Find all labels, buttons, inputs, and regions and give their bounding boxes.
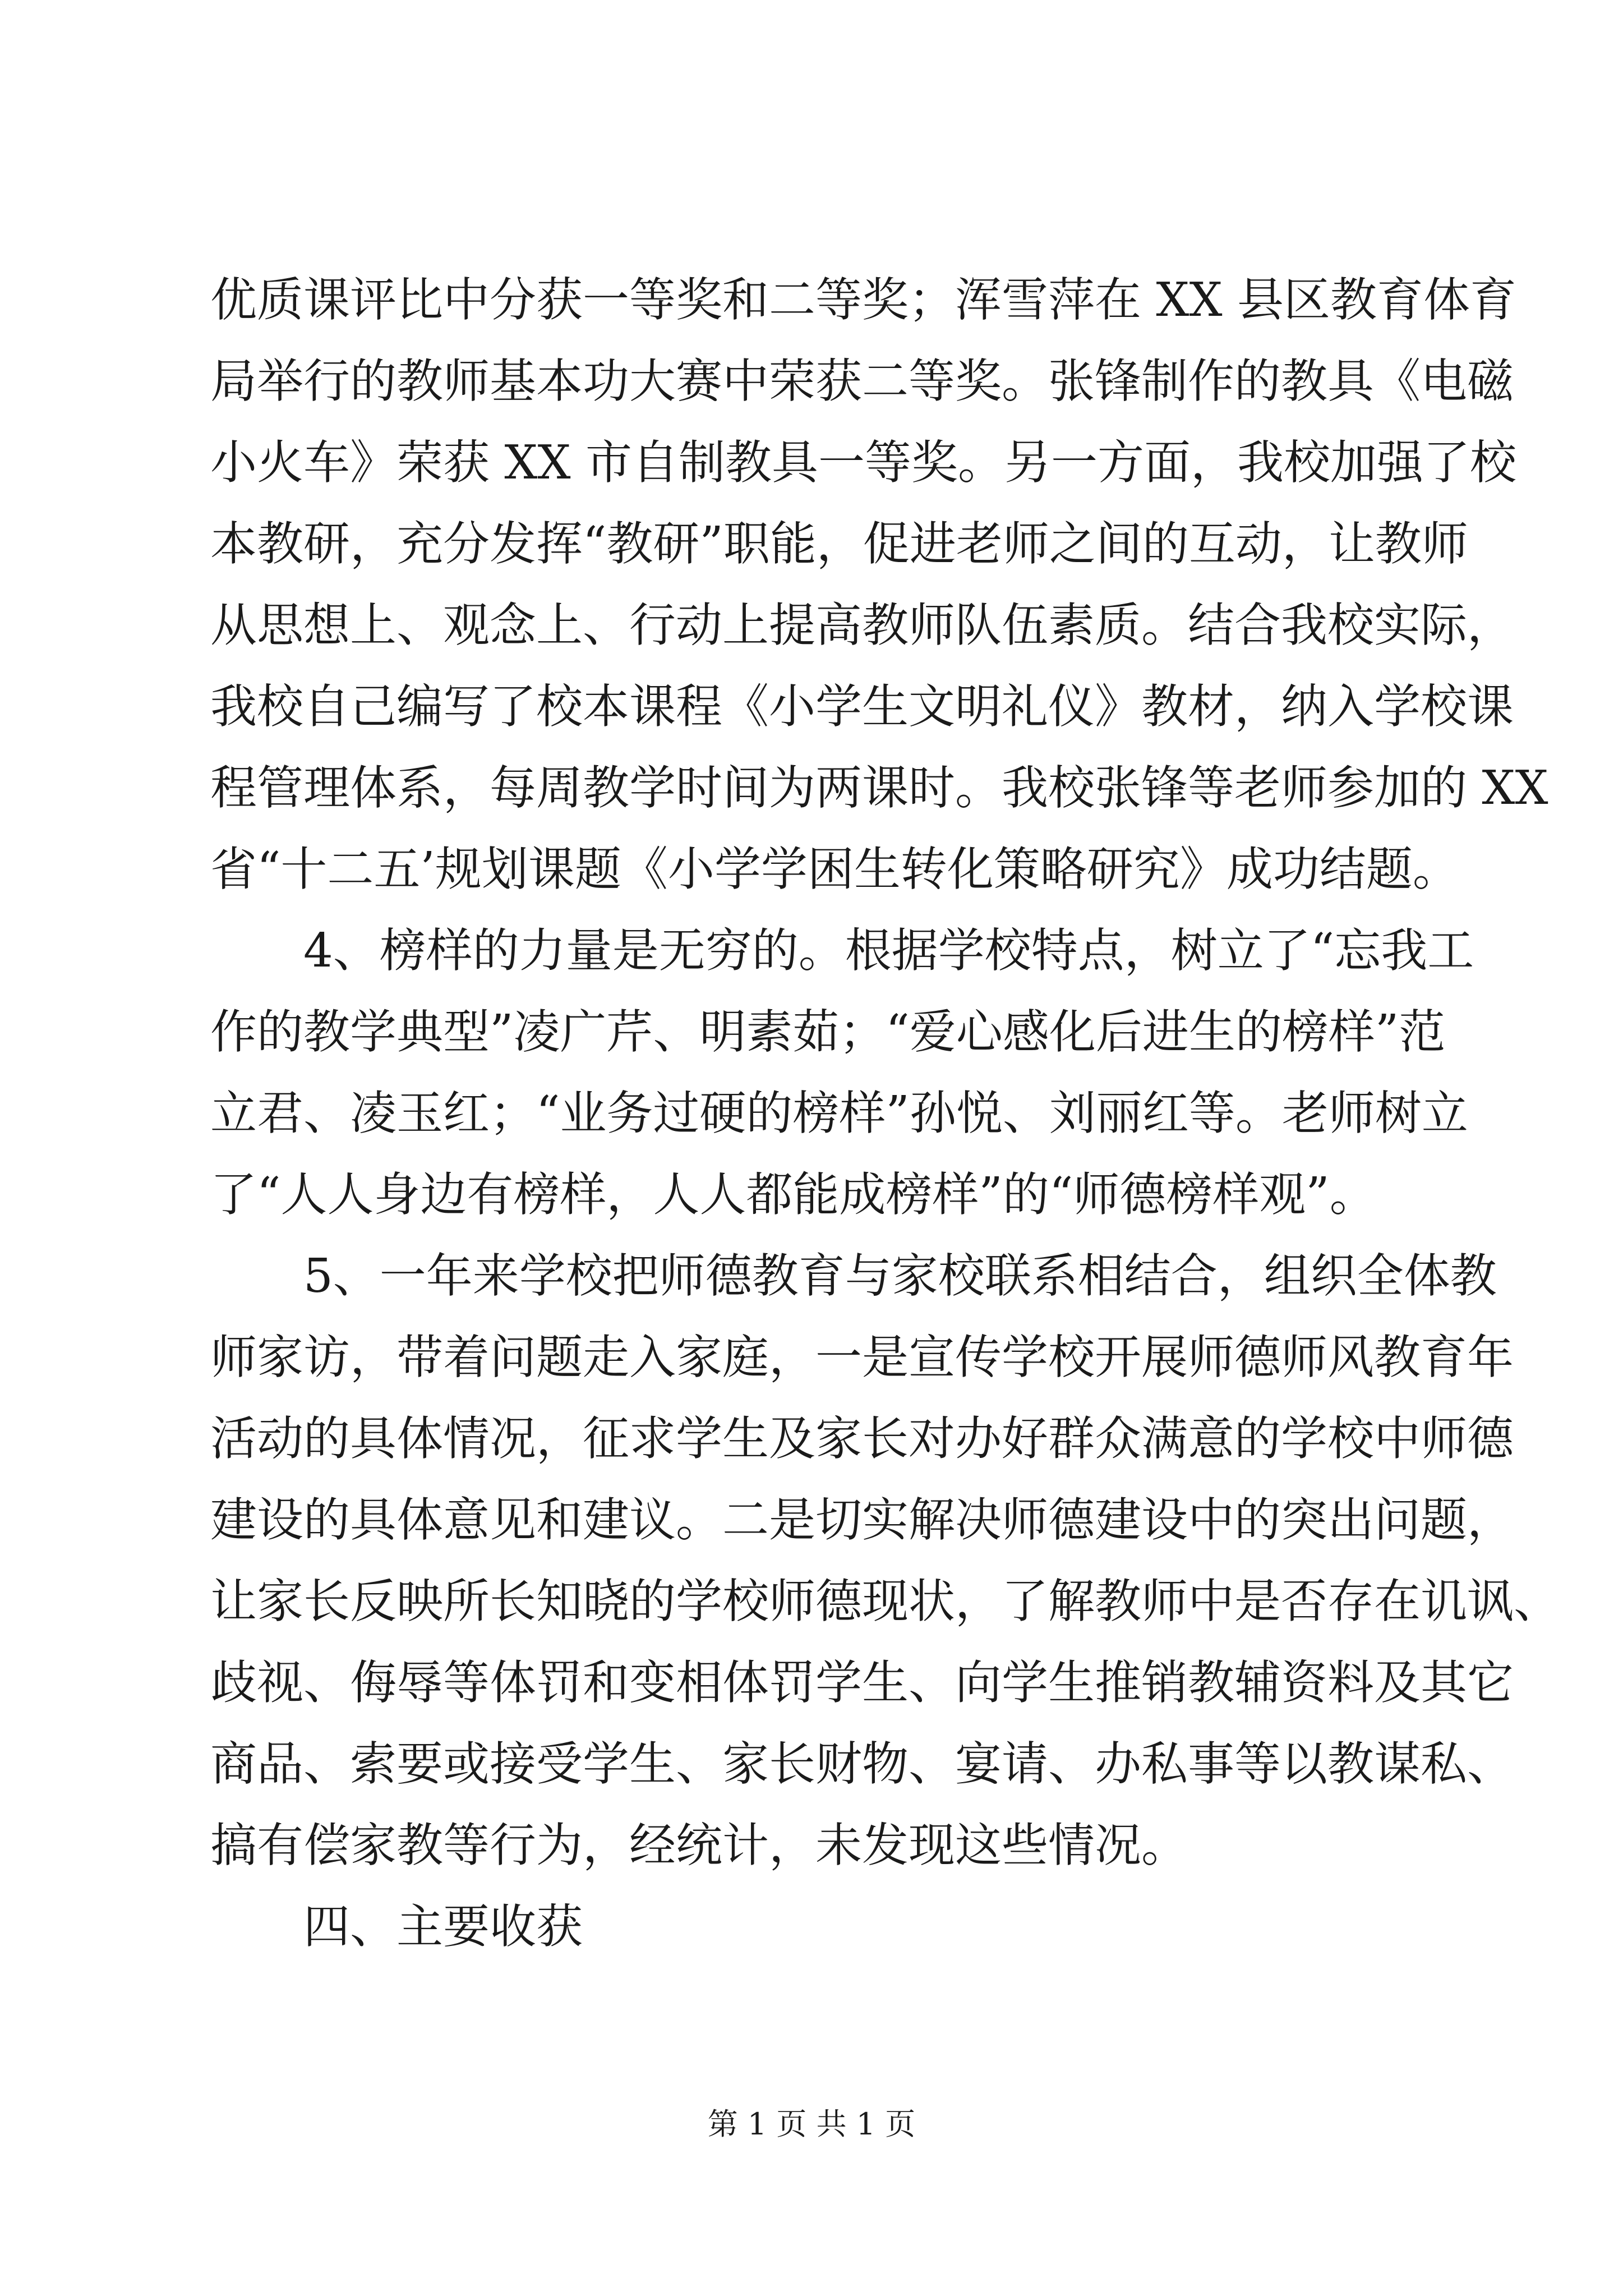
text-line: 让家长反映所长知晓的学校师德现状，了解教师中是否存在讥讽、 bbox=[210, 1574, 1560, 1628]
text-line: 省“十二五’规划课题《小学学困生转化策略研究》成功结题。 bbox=[210, 842, 1459, 896]
text-line: 商品、索要或接受学生、家长财物、宴请、办私事等以教谋私、 bbox=[210, 1737, 1514, 1791]
text-line: 从思想上、观念上、行动上提高教师队伍素质。结合我校实际， bbox=[210, 598, 1514, 652]
text-line: 局举行的教师基本功大赛中荣获二等奖。张锋制作的教具《电磁 bbox=[210, 354, 1514, 408]
text-line: 优质课评比中分获一等奖和二等奖；浑雪萍在 XX 县区教育体育 bbox=[210, 273, 1516, 327]
text-line: 作的教学典型”凌广芹、明素茹；“爱心感化后进生的榜样”范 bbox=[210, 1005, 1446, 1059]
text-line: 本教研，充分发挥“教研”职能，促进老师之间的互动，让教师 bbox=[210, 517, 1468, 571]
text-line: 小火车》荣获 XX 市自制教具一等奖。另一方面，我校加强了校 bbox=[210, 435, 1516, 490]
text-line: 我校自己编写了校本课程《小学生文明礼仪》教材，纳入学校课 bbox=[210, 679, 1514, 734]
section-heading: 四、主要收获 bbox=[210, 1899, 583, 1954]
text-line: 了“人人身边有榜样，人人都能成榜样”的“师德榜样观”。 bbox=[210, 1167, 1376, 1222]
text-line: 师家访，带着问题走入家庭，一是宣传学校开展师德师风教育年 bbox=[210, 1330, 1514, 1384]
text-line: 5、一年来学校把师德教育与家校联系相结合，组织全体教 bbox=[210, 1249, 1497, 1303]
page-footer bbox=[0, 2105, 1623, 2144]
document-body bbox=[210, 259, 1560, 1967]
text-line: 4、榜样的力量是无穷的。根据学校特点，树立了“忘我工 bbox=[210, 923, 1474, 978]
text-line: 活动的具体情况，征求学生及家长对办好群众满意的学校中师德 bbox=[210, 1411, 1514, 1466]
text-line: 立君、凌玉红；“业务过硬的榜样”孙悦、刘丽红等。老师树立 bbox=[210, 1086, 1468, 1140]
text-line: 程管理体系，每周教学时间为两课时。我校张锋等老师参加的 XX bbox=[210, 761, 1548, 815]
text-line: 建设的具体意见和建议。二是切实解决师德建设中的突出问题， bbox=[210, 1493, 1514, 1547]
text-line: 歧视、侮辱等体罚和变相体罚学生、向学生推销教辅资料及其它 bbox=[210, 1655, 1514, 1710]
page-number: 第 1 页 共 1 页 bbox=[707, 2106, 916, 2142]
text-line: 搞有偿家教等行为，经统计，未发现这些情况。 bbox=[210, 1818, 1188, 1872]
